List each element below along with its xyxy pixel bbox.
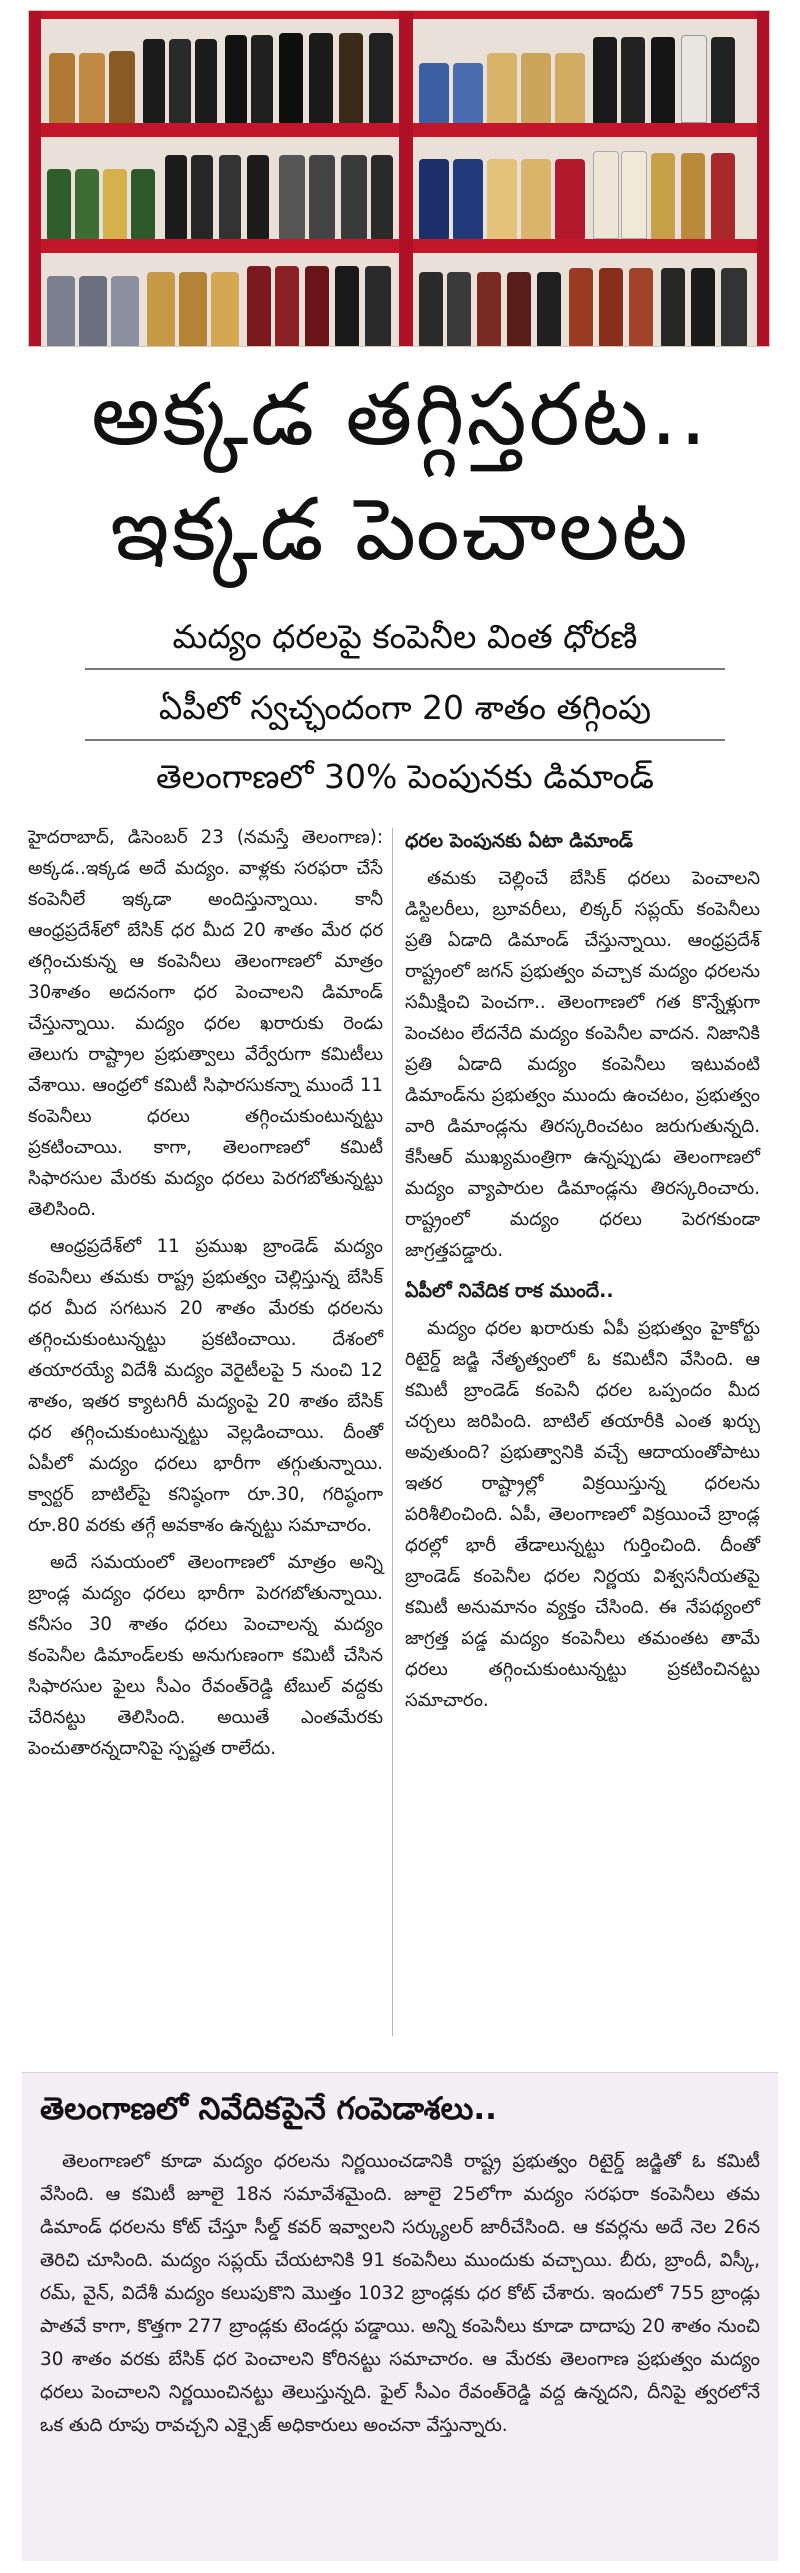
bottle-row: [415, 137, 755, 239]
liquor-shelf-photo: [28, 10, 770, 347]
divider: [85, 668, 725, 670]
paragraph: హైదరాబాద్, డిసెంబర్ 23 (నమస్తే తెలంగాణ): అక్కడ..ఇక్కడ అదే మద్యం. వాళ్లకు సరఫరా చేసే కంపెనీలే ఇక్కడా అందిస్తున్నాయి. కానీ ఆంధ్రప్రదేశ్‌లో బేసిక్ ధర మీద 20 శాతం మేర ధర తగ్గించుకున్న ఆ కంపెనీలు తెలంగాణలో మాత్రం 30శాతం అదనంగా ధర పెంచాలని డిమాండ్ చేస్తున్నాయి. మద్యం ధరల ఖరారుకు రెండు తెలుగు రాష్ట్రాల ప్రభుత్వాలు వేర్వేరుగా కమిటీలు వేశాయి. ఆంధ్రలో కమిటీ సిఫారసుకన్నా ముందే 11 కంపెనీలు ధరలు తగ్గించుకుంటున్నట్టు ప్రకటించాయి. కాగా, తెలంగాణలో కమిటీ సిఫారసుల మేరకు మద్యం ధరలు పెరగబోతున్నట్టు తెలిసింది.: [28, 827, 383, 1220]
paragraph: తమకు చెల్లించే బేసిక్ ధరలు పెంచాలని డిస్టిలరీలు, బ్రూవరీలు, లిక్కర్ సప్లయ్ కంపెనీలు ప్రతి ఏడాది డిమాండ్ చేస్తున్నాయి. ఆంధ్రప్రదేశ్ రాష్ట్రంలో జగన్ ప్రభుత్వం వచ్చాక మద్యం ధరలను సమీక్షించి పెంచగా.. తెలంగాణలో గత కొన్నేళ్లుగా పెంచటం లేదనేది మద్యం కంపెనీల వాదన. నిజానికి ప్రతి ఏడాది మద్యం కంపెనీలు ఇటువంటి డిమాండ్‌ను ప్రభుత్వం ముందు ఉంచటం, ప్రభుత్వం వారి డిమాండ్లను తిరస్కరించటం జరుగుతున్నది. కేసీఆర్ ముఖ్యమంత్రిగా ఉన్నప్పుడు తెలంగాణలో మద్యం వ్యాపారుల డిమాండ్లను తిరస్కరించారు. రాష్ట్రంలో మద్యం ధరలు పెరగకుండా జాగ్రత్తపడ్డారు.: [405, 868, 760, 1261]
paragraph: అదే సమయంలో తెలంగాణలో మాత్రం అన్ని బ్రాండ్ల మద్యం ధరలు భారీగా పెరగబోతున్నాయి. కనీసం 30 శాతం ధరలు పెంచాలన్న మద్యం కంపెనీల డిమాండ్‌లకు అనుగుణంగా కమిటీ చేసిన సిఫారసుల ఫైలు సీఎం రేవంత్‌రెడ్డి టేబుల్ వద్దకు చేరినట్టు తెలిసింది. అయితే ఎంతమేరకు పెంచుతారన్నదానిపై స్పష్టత రాలేదు.: [28, 1552, 383, 1759]
column-divider: [392, 828, 393, 2036]
shelf-post: [757, 11, 769, 346]
bottle-row: [415, 253, 755, 346]
bottle-row: [43, 253, 397, 346]
bottle-row: [43, 21, 397, 123]
bottle-row: [415, 21, 755, 123]
divider: [85, 739, 725, 741]
shelf-post: [29, 11, 41, 346]
subheadline-3: తెలంగాణలో 30% పెంపునకు డిమాండ్: [156, 757, 654, 796]
shelf-post: [399, 11, 413, 346]
article-column-1: [28, 822, 383, 1770]
section-heading: ధరల పెంపునకు ఏటా డిమాండ్: [405, 830, 633, 852]
box-paragraph: తెలంగాణలో కూడా మద్యం ధరలను నిర్ణయించడానికి రాష్ట్ర ప్రభుత్వం రిటైర్డ్ జడ్జితో ఓ కమిటీ వేసింది. ఆ కమిటీ జూలై 18న సమావేశమైంది. జూలై 25లోగా మద్యం సరఫరా కంపెనీలు తమ డిమాండ్ ధరలను కోట్ చేస్తూ సీల్డ్ కవర్ ఇవ్వాలని సర్క్యులర్ జారీచేసింది. ఆ కవర్లను అదే నెల 26న తెరిచి చూసింది. మద్యం సప్లయ్ చేయటానికి 91 కంపెనీలు ముందుకు వచ్చాయి. బీరు, బ్రాందీ, విస్కీ, రమ్, వైన్, విదేశీ మద్యం కలుపుకొని మొత్తం 1032 బ్రాండ్లకు ధర కోట్ చేశారు. ఇందులో 755 బ్రాండ్లు పాతవే కాగా, కొత్తగా 277 బ్రాండ్లకు టెండర్లు పడ్డాయి. అన్ని కంపెనీలు కూడా దాదాపు 20 శాతం నుంచి 30 శాతం వరకు బేసిక్ ధర పెంచాలని కోరినట్టు సమాచారం. ఆ మేరకు తెలంగాణ ప్రభుత్వం మద్యం ధరలు పెంచాలని నిర్ణయించినట్టు తెలుస్తున్నది. ఫైల్ సీఎం రేవంత్‌రెడ్డి వద్ద ఉన్నదని, దీనిపై త్వరలోనే ఒక తుది రూపు రావచ్చని ఎక్సైజ్ అధికారులు అంచనా వేస్తున్నారు.: [40, 2151, 760, 2436]
paragraph: ఆంధ్రప్రదేశ్‌లో 11 ప్రముఖ బ్రాండెడ్ మద్యం కంపెనీలు తమకు రాష్ట్ర ప్రభుత్వం చెల్లిస్తున్న బేసిక్ ధర మీద సగటున 20 శాతం మేరకు ధరలను తగ్గించుకుంటున్నట్టు ప్రకటించాయి. దేశంలో తయారయ్యే విదేశీ మద్యం వెరైటీలపై 5 నుంచి 12 శాతం, ఇతర క్యాటగిరీ మద్యంపై 20 శాతం బేసిక్ ధర తగ్గించుకుంటున్నట్టు వెల్లడించాయి. దీంతో ఏపీలో మద్యం ధరలు భారీగా తగ్గుతున్నాయి. క్వార్టర్ బాటిల్‌పై కనిష్ఠంగా రూ.30, గరిష్ఠంగా రూ.80 వరకు తగ్గే అవకాశం ఉన్నట్టు సమాచారం.: [28, 1236, 383, 1536]
bottle-row: [43, 137, 397, 239]
headline-line-2: ఇక్కడ పెంచాలట: [110, 480, 690, 580]
sidebar-box: [22, 2072, 778, 2561]
subheadline-2: ఏపీలో స్వచ్ఛందంగా 20 శాతం తగ్గింపు: [158, 688, 652, 727]
section-heading: ఏపీలో నివేదిక రాక ముందే..: [405, 1280, 614, 1302]
subheadline-1: మద్యం ధరలపై కంపెనీల వింత ధోరణి: [172, 617, 638, 656]
box-title: తెలంగాణలో నివేదికపైనే గంపెడాశలు..: [40, 2091, 497, 2127]
headline-line-1: అక్కడ తగ్గిస్తరట..: [91, 365, 709, 465]
article-column-2: [405, 826, 760, 1722]
paragraph: మద్యం ధరల ఖరారుకు ఏపీ ప్రభుత్వం హైకోర్టు రిటైర్డ్ జడ్జి నేతృత్వంలో ఓ కమిటీని వేసింది. ఆ కమిటీ బ్రాండెడ్ కంపెనీ ధరల ఒప్పందం మీద చర్చలు జరిపింది. బాటిల్ తయారీకి ఎంత ఖర్చు అవుతుంది? ప్రభుత్వానికి వచ్చే ఆదాయంతోపాటు ఇతర రాష్ట్రాల్లో విక్రయిస్తున్న ధరలను పరిశీలించింది. ఏపీ, తెలంగాణలో విక్రయించే బ్రాండ్ల ధరల్లో భారీ తేడాలున్నట్టు గుర్తించింది. దీంతో బ్రాండెడ్ కంపెనీల ధరల నిర్ణయ విశ్వసనీయతపై కమిటీ అనుమానం వ్యక్తం చేసింది. ఈ నేపథ్యంలో జాగ్రత్త పడ్డ మద్యం కంపెనీలు తమంతట తామే ధరలు తగ్గించుకుంటున్నట్టు ప్రకటించినట్టు సమాచారం.: [405, 1318, 760, 1711]
